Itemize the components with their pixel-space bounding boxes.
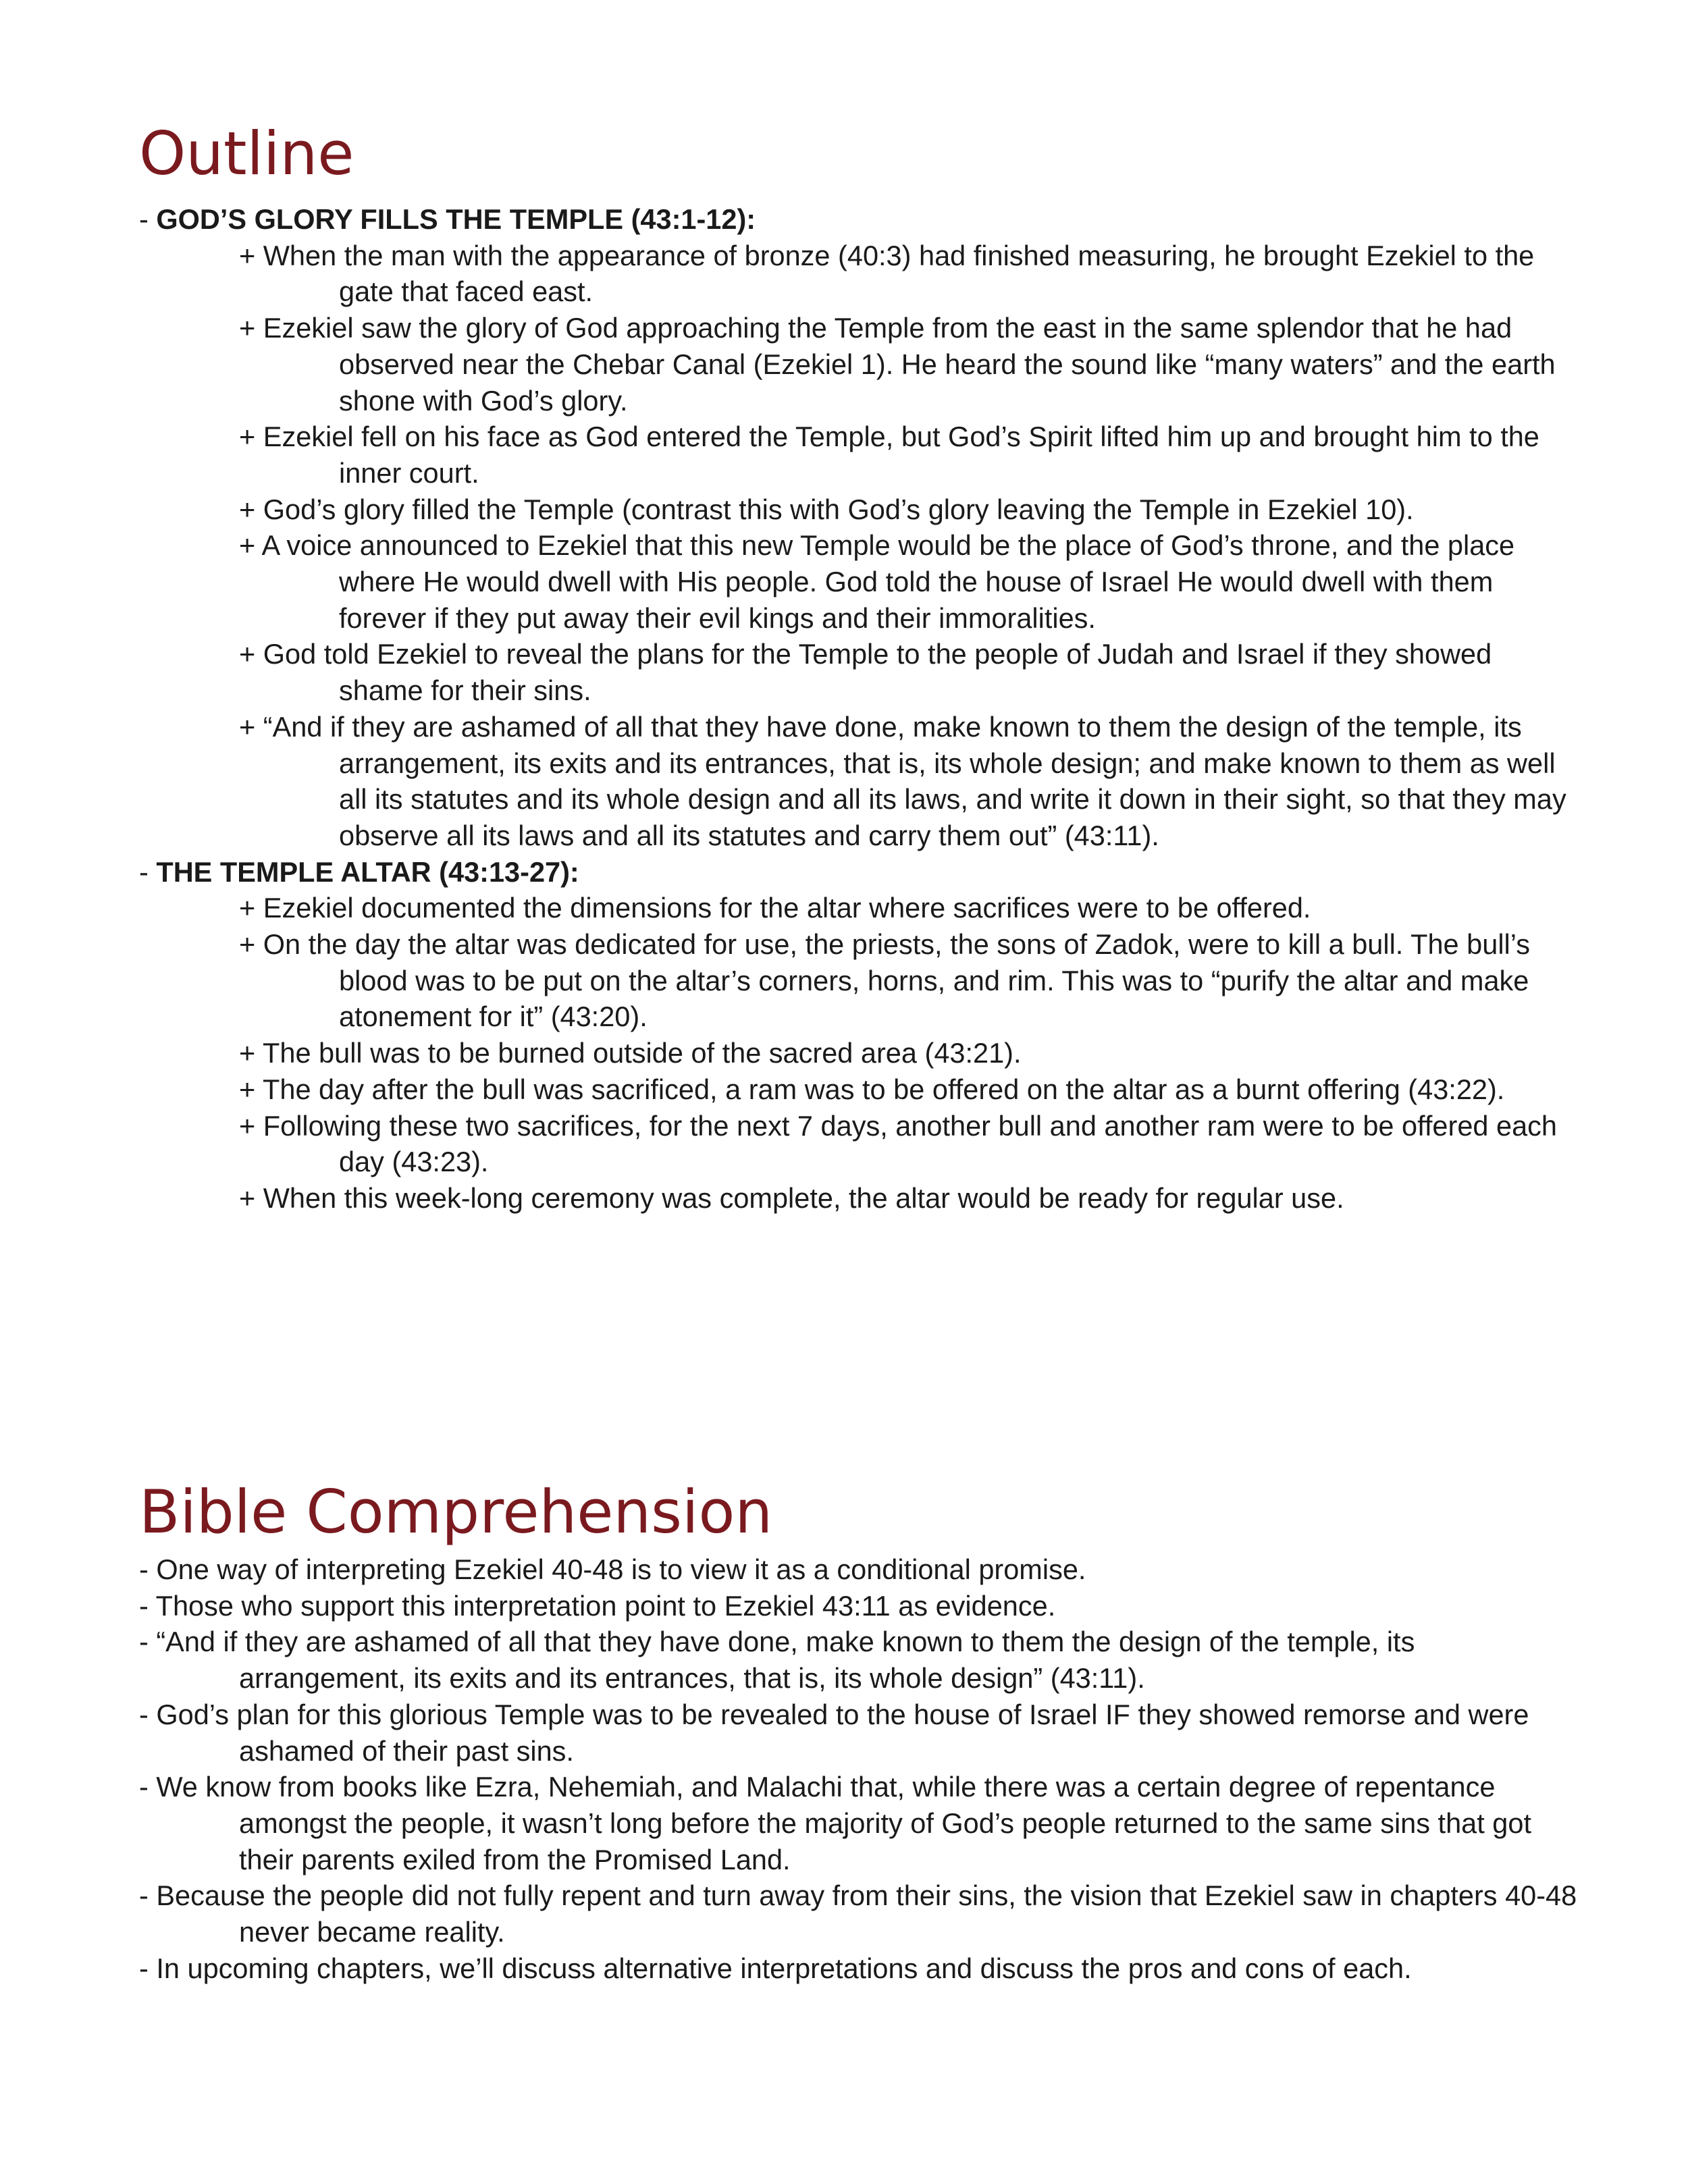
list-item: - “And if they are ashamed of all that they have done, make known to them the design of the temple, its arrangement, its exits and its entrances, that is, its whole design” (43:11). bbox=[139, 1626, 1415, 1695]
list-item: - One way of interpreting Ezekiel 40-48 is to view it as a conditional promise. bbox=[139, 1553, 1086, 1585]
section-items-gods-glory bbox=[139, 238, 1577, 854]
bible-comprehension-heading: Bible Comprehension bbox=[139, 1477, 773, 1547]
outline-heading: Outline bbox=[139, 119, 354, 188]
list-item: + The bull was to be burned outside of the sacred area (43:21). bbox=[239, 1037, 1022, 1069]
section-heading-gods-glory bbox=[139, 201, 1577, 238]
list-item: - God’s plan for this glorious Temple was to be revealed to the house of Israel IF they showed remorse and were ashamed of their past sins. bbox=[139, 1698, 1529, 1767]
list-item: - In upcoming chapters, we’ll discuss alternative interpretations and discuss the pros and cons of each. bbox=[139, 1952, 1412, 1984]
outline-body bbox=[139, 201, 1577, 1217]
list-item: + When the man with the appearance of bronze (40:3) had finished measuring, he brought Ezekiel to the gate that faced east. bbox=[239, 239, 1535, 308]
list-item: + Ezekiel saw the glory of God approaching the Temple from the east in the same splendor that he had observed near the Chebar Canal (Ezekiel 1). He heard the sound like “many waters” and the earth shone with God’s glory. bbox=[239, 312, 1556, 417]
section-title: THE TEMPLE ALTAR (43:13-27): bbox=[156, 855, 579, 888]
list-item: + “And if they are ashamed of all that they have done, make known to them the design of the temple, its arrangement, its exits and its entrances, that is, its whole design; and make known to them as well all its statutes and its whole design and all its laws, and write it down in their sight, so that they may observe all its laws and all its statutes and carry them out” (43:11). bbox=[239, 710, 1566, 851]
list-item: - We know from books like Ezra, Nehemiah, and Malachi that, while there was a certain degree of repentance amongst the people, it wasn’t long before the majority of God’s people returned to the same sins that got their parents exiled from the Promised Land. bbox=[139, 1771, 1531, 1875]
list-item: + The day after the bull was sacrificed, a ram was to be offered on the altar as a burnt offering (43:22). bbox=[239, 1073, 1505, 1105]
section-prefix: - bbox=[139, 855, 157, 888]
section-items-temple-altar bbox=[139, 890, 1577, 1216]
list-item: + Following these two sacrifices, for the next 7 days, another bull and another ram were to be offered each day (43:23). bbox=[239, 1109, 1557, 1178]
list-item: + God told Ezekiel to reveal the plans for the Temple to the people of Judah and Israel if they showed shame for their sins. bbox=[239, 638, 1492, 707]
section-title: GOD’S GLORY FILLS THE TEMPLE (43:1-12): bbox=[156, 203, 756, 235]
section-heading-temple-altar bbox=[139, 854, 1577, 890]
list-item: + When this week-long ceremony was complete, the altar would be ready for regular use. bbox=[239, 1181, 1344, 1214]
bible-comprehension-body bbox=[139, 1551, 1577, 1986]
list-item: + Ezekiel fell on his face as God entered the Temple, but God’s Spirit lifted him up and brought him to the inner court. bbox=[239, 421, 1539, 489]
list-item: + A voice announced to Ezekiel that this new Temple would be the place of God’s throne, and the place where He would dwell with His people. God told the house of Israel He would dwell with them forever if they put away their evil kings and their immoralities. bbox=[239, 529, 1515, 634]
list-item: + God’s glory filled the Temple (contrast this with God’s glory leaving the Temple in Ezekiel 10). bbox=[239, 493, 1414, 525]
list-item: - Because the people did not fully repent and turn away from their sins, the vision that Ezekiel saw in chapters 40-48 never became reality. bbox=[139, 1880, 1577, 1948]
section-prefix: - bbox=[139, 203, 157, 235]
list-item: - Those who support this interpretation point to Ezekiel 43:11 as evidence. bbox=[139, 1589, 1056, 1622]
list-item: + Ezekiel documented the dimensions for the altar where sacrifices were to be offered. bbox=[239, 892, 1311, 924]
list-item: + On the day the altar was dedicated for use, the priests, the sons of Zadok, were to kill a bull. The bull’s blood was to be put on the altar’s corners, horns, and rim. This was to “purify the altar and make atonement for it” (43:20). bbox=[239, 928, 1530, 1033]
